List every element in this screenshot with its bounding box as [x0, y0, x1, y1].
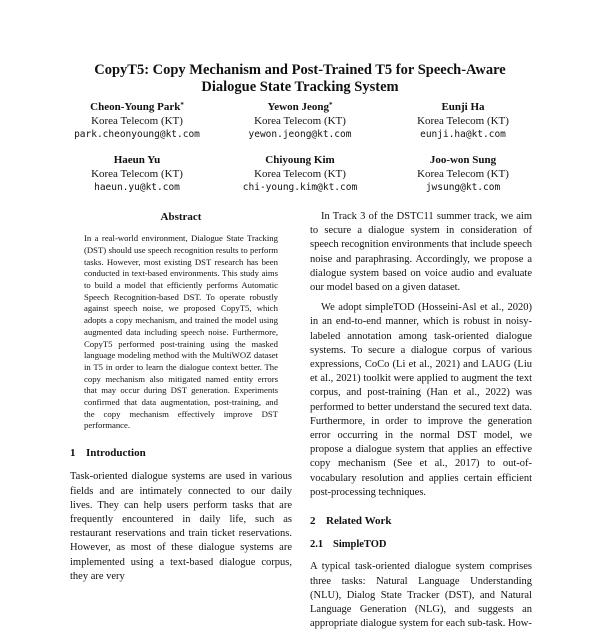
subsection-heading [310, 538, 532, 552]
title-line-2: Dialogue State Tracking System [201, 79, 399, 95]
section-heading [310, 514, 532, 528]
author-affiliation: Korea Telecom (KT) [91, 168, 183, 180]
author-name: Yewon Jeong [267, 101, 329, 113]
author [388, 153, 538, 195]
author [62, 153, 212, 195]
left-column [70, 210, 292, 584]
author [225, 153, 375, 195]
author-row-1 [62, 100, 538, 142]
author [62, 100, 212, 142]
author-email: jwsung@kt.com [425, 182, 501, 193]
abstract-heading: Abstract [160, 211, 202, 223]
subsection-number: 2.1 [310, 539, 324, 551]
paper-title [0, 62, 600, 96]
author-name: Haeun Yu [113, 154, 161, 166]
section-number: 1 [70, 447, 76, 460]
author-row-2 [62, 153, 538, 195]
author-name: Cheon-Young Park [90, 101, 181, 113]
author-name: Eunji Ha [441, 101, 485, 113]
section-title: Introduction [86, 447, 146, 460]
author-email: park.cheonyoung@kt.com [74, 129, 200, 140]
abstract-text: In a real-world environment, Dialogue State Tracking (DST) should use speech recognition results to perform tasks. However, most existing DST research has been conducted in text-based environments. This study aims to build a model that efficiently performs Automatic Speech Recognition-based DST. To operate robustly against speech noise, we proposed CopyT5, which adopts a copy mechanism, and trained the model using augmented data including speech noise. Furthermore, CopyT5 performed post-training using the masked language modeling method with the MultiWOZ dataset in T5 in order to learn the dialogue context better. The copy mechanism also mitigated named entity errors that may occur during DST generation. Experiments confirmed that data augmentation, post-training, and the copy mechanism effectively improve DST performance. [84, 233, 278, 431]
author-email: yewon.jeong@kt.com [248, 129, 352, 140]
author-block [62, 100, 538, 206]
author-affiliation: Korea Telecom (KT) [417, 168, 509, 180]
author-affiliation: Korea Telecom (KT) [254, 168, 346, 180]
paragraph: In Track 3 of the DSTC11 summer track, we aim to secure a dialogue system in consideration of speech recognition environments that include speech noise and paraphrasing. Accordingly, we propose a dialogue system based on voice audio and evaluate our model based on a given dataset. [310, 211, 532, 294]
section-number: 2 [310, 515, 316, 528]
author-name: Joo-won Sung [429, 154, 497, 166]
author-name: Chiyoung Kim [265, 154, 335, 166]
author-affiliation: Korea Telecom (KT) [417, 115, 509, 127]
title-line-1: CopyT5: Copy Mechanism and Post-Trained T5 for Speech-Aware [94, 62, 506, 78]
author-affiliation: Korea Telecom (KT) [91, 115, 183, 127]
paragraph: Task-oriented dialogue systems are used in various fields and are intimately connected to our daily lives. They can help users perform tasks that are frequently encountered in daily life, such as restaurant reservations and train ticket reservations. However, as most of these dialogue systems are implemented using a text-based dialogue corpus, they are very [70, 471, 292, 582]
right-column [310, 210, 532, 631]
author [225, 100, 375, 142]
equal-contribution-mark: * [328, 101, 333, 109]
paragraph: We adopt simpleTOD (Hosseini-Asl et al., 2020) in an end-to-end manner, which is robust in noisy-labeled annotation among task-oriented dialogue systems. To secure a dialogue corpus of various expressions, CoCo (Li et al., 2021) and LAUG (Liu et al., 2021) toolkit were applied to augment the text corpus, and post-training (Han et al., 2022) was performed to better understand the secured text data. Furthermore, in order to improve the generation error occurring in the normal DST model, we propose a dialogue system that applies an effective copy mechanism (See et al., 2017) to out-of-vocabulary resolution and applies certain efficient post-processing techniques. [310, 302, 532, 498]
author-affiliation: Korea Telecom (KT) [254, 115, 346, 127]
paragraph: A typical task-oriented dialogue system comprises three tasks: Natural Language Understanding (NLU), Dialog State Tracker (DST), and Natural Language Generation (NLG), and suggests an appropriate dialogue system for each sub-task. How- [310, 561, 532, 630]
author-email: eunji.ha@kt.com [420, 129, 506, 140]
author-email: haeun.yu@kt.com [94, 182, 180, 193]
section-heading [70, 446, 292, 460]
author [388, 100, 538, 142]
subsection-title: SimpleTOD [333, 539, 387, 551]
equal-contribution-mark: * [180, 101, 184, 109]
section-title: Related Work [326, 515, 392, 528]
author-email: chi-young.kim@kt.com [242, 182, 358, 193]
